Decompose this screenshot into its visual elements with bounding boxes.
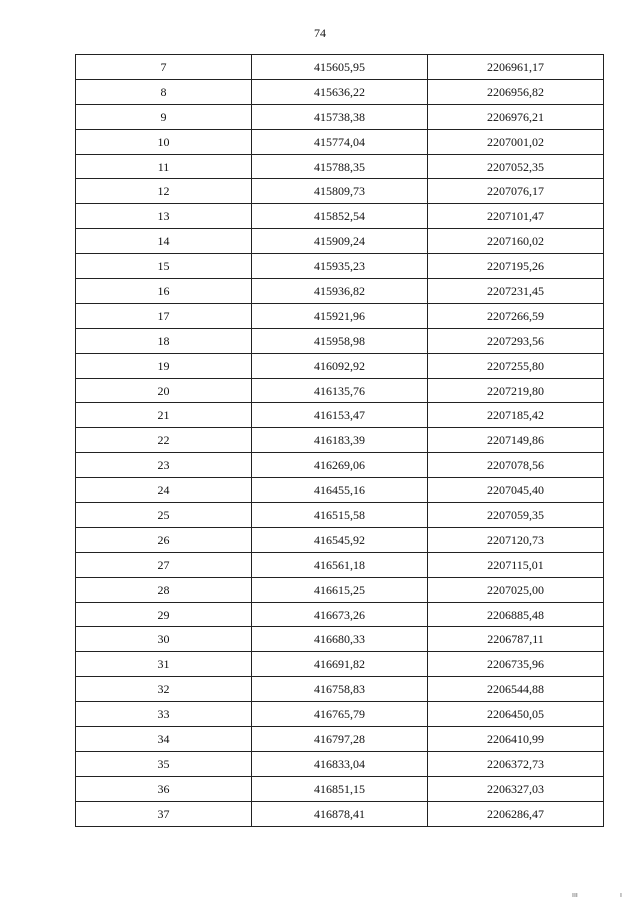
footer-mark-left: ııı [572,891,578,899]
x-coordinate-cell: 416765,79 [252,702,428,727]
y-coordinate-cell: 2207025,00 [428,577,604,602]
page-number: 74 [314,26,326,40]
x-coordinate-cell: 415921,96 [252,303,428,328]
table-row [76,79,604,104]
table-row [76,378,604,403]
x-coordinate-cell: 416673,26 [252,602,428,627]
point-number-cell: 27 [76,552,252,577]
x-coordinate-cell: 415809,73 [252,179,428,204]
y-coordinate-cell: 2207045,40 [428,478,604,503]
table-row [76,478,604,503]
table-row [76,154,604,179]
footer-mark-right: ı [620,891,622,899]
x-coordinate-cell: 415636,22 [252,79,428,104]
y-coordinate-cell: 2206961,17 [428,55,604,80]
table-row [76,527,604,552]
x-coordinate-cell: 416153,47 [252,403,428,428]
table-row [76,129,604,154]
x-coordinate-cell: 416092,92 [252,353,428,378]
x-coordinate-cell: 415738,38 [252,104,428,129]
table-row [76,229,604,254]
point-number-cell: 35 [76,751,252,776]
coordinates-table-body [76,55,604,827]
x-coordinate-cell: 415788,35 [252,154,428,179]
point-number-cell: 19 [76,353,252,378]
point-number-cell: 30 [76,627,252,652]
point-number-cell: 14 [76,229,252,254]
y-coordinate-cell: 2206327,03 [428,776,604,801]
x-coordinate-cell: 416561,18 [252,552,428,577]
y-coordinate-cell: 2207101,47 [428,204,604,229]
point-number-cell: 7 [76,55,252,80]
table-row [76,727,604,752]
point-number-cell: 26 [76,527,252,552]
x-coordinate-cell: 416455,16 [252,478,428,503]
x-coordinate-cell: 416269,06 [252,453,428,478]
point-number-cell: 24 [76,478,252,503]
table-row [76,403,604,428]
point-number-cell: 15 [76,254,252,279]
table-row [76,627,604,652]
point-number-cell: 37 [76,801,252,826]
table-row [76,577,604,602]
point-number-cell: 11 [76,154,252,179]
table-row [76,503,604,528]
x-coordinate-cell: 416615,25 [252,577,428,602]
table-row [76,55,604,80]
point-number-cell: 25 [76,503,252,528]
y-coordinate-cell: 2207149,86 [428,428,604,453]
x-coordinate-cell: 416183,39 [252,428,428,453]
x-coordinate-cell: 416515,58 [252,503,428,528]
x-coordinate-cell: 415958,98 [252,328,428,353]
point-number-cell: 22 [76,428,252,453]
y-coordinate-cell: 2207266,59 [428,303,604,328]
y-coordinate-cell: 2206885,48 [428,602,604,627]
point-number-cell: 28 [76,577,252,602]
table-row [76,552,604,577]
x-coordinate-cell: 416135,76 [252,378,428,403]
point-number-cell: 34 [76,727,252,752]
point-number-cell: 8 [76,79,252,104]
y-coordinate-cell: 2207120,73 [428,527,604,552]
table-row [76,702,604,727]
point-number-cell: 13 [76,204,252,229]
point-number-cell: 10 [76,129,252,154]
table-row [76,204,604,229]
y-coordinate-cell: 2206286,47 [428,801,604,826]
table-row [76,328,604,353]
y-coordinate-cell: 2207115,01 [428,552,604,577]
point-number-cell: 29 [76,602,252,627]
x-coordinate-cell: 416851,15 [252,776,428,801]
point-number-cell: 33 [76,702,252,727]
y-coordinate-cell: 2206372,73 [428,751,604,776]
x-coordinate-cell: 416797,28 [252,727,428,752]
y-coordinate-cell: 2206787,11 [428,627,604,652]
point-number-cell: 18 [76,328,252,353]
x-coordinate-cell: 416680,33 [252,627,428,652]
y-coordinate-cell: 2207052,35 [428,154,604,179]
x-coordinate-cell: 415909,24 [252,229,428,254]
x-coordinate-cell: 416691,82 [252,652,428,677]
y-coordinate-cell: 2207185,42 [428,403,604,428]
point-number-cell: 23 [76,453,252,478]
y-coordinate-cell: 2207231,45 [428,279,604,304]
y-coordinate-cell: 2206956,82 [428,79,604,104]
x-coordinate-cell: 415935,23 [252,254,428,279]
table-row [76,677,604,702]
point-number-cell: 31 [76,652,252,677]
table-row [76,179,604,204]
point-number-cell: 9 [76,104,252,129]
point-number-cell: 36 [76,776,252,801]
y-coordinate-cell: 2207195,26 [428,254,604,279]
table-row [76,776,604,801]
table-row [76,303,604,328]
x-coordinate-cell: 415936,82 [252,279,428,304]
y-coordinate-cell: 2207293,56 [428,328,604,353]
table-row [76,751,604,776]
y-coordinate-cell: 2207160,02 [428,229,604,254]
table-row [76,104,604,129]
y-coordinate-cell: 2207076,17 [428,179,604,204]
x-coordinate-cell: 415605,95 [252,55,428,80]
y-coordinate-cell: 2207219,80 [428,378,604,403]
table-row [76,801,604,826]
y-coordinate-cell: 2206450,05 [428,702,604,727]
y-coordinate-cell: 2207078,56 [428,453,604,478]
point-number-cell: 20 [76,378,252,403]
point-number-cell: 32 [76,677,252,702]
x-coordinate-cell: 416833,04 [252,751,428,776]
x-coordinate-cell: 416878,41 [252,801,428,826]
x-coordinate-cell: 416758,83 [252,677,428,702]
table-row [76,453,604,478]
point-number-cell: 16 [76,279,252,304]
table-row [76,428,604,453]
y-coordinate-cell: 2206544,88 [428,677,604,702]
y-coordinate-cell: 2207059,35 [428,503,604,528]
table-row [76,279,604,304]
point-number-cell: 21 [76,403,252,428]
coordinates-table [75,54,604,827]
x-coordinate-cell: 415774,04 [252,129,428,154]
y-coordinate-cell: 2206976,21 [428,104,604,129]
y-coordinate-cell: 2207255,80 [428,353,604,378]
table-row [76,353,604,378]
y-coordinate-cell: 2206410,99 [428,727,604,752]
point-number-cell: 12 [76,179,252,204]
table-row [76,652,604,677]
point-number-cell: 17 [76,303,252,328]
x-coordinate-cell: 415852,54 [252,204,428,229]
y-coordinate-cell: 2206735,96 [428,652,604,677]
y-coordinate-cell: 2207001,02 [428,129,604,154]
x-coordinate-cell: 416545,92 [252,527,428,552]
table-row [76,254,604,279]
table-row [76,602,604,627]
